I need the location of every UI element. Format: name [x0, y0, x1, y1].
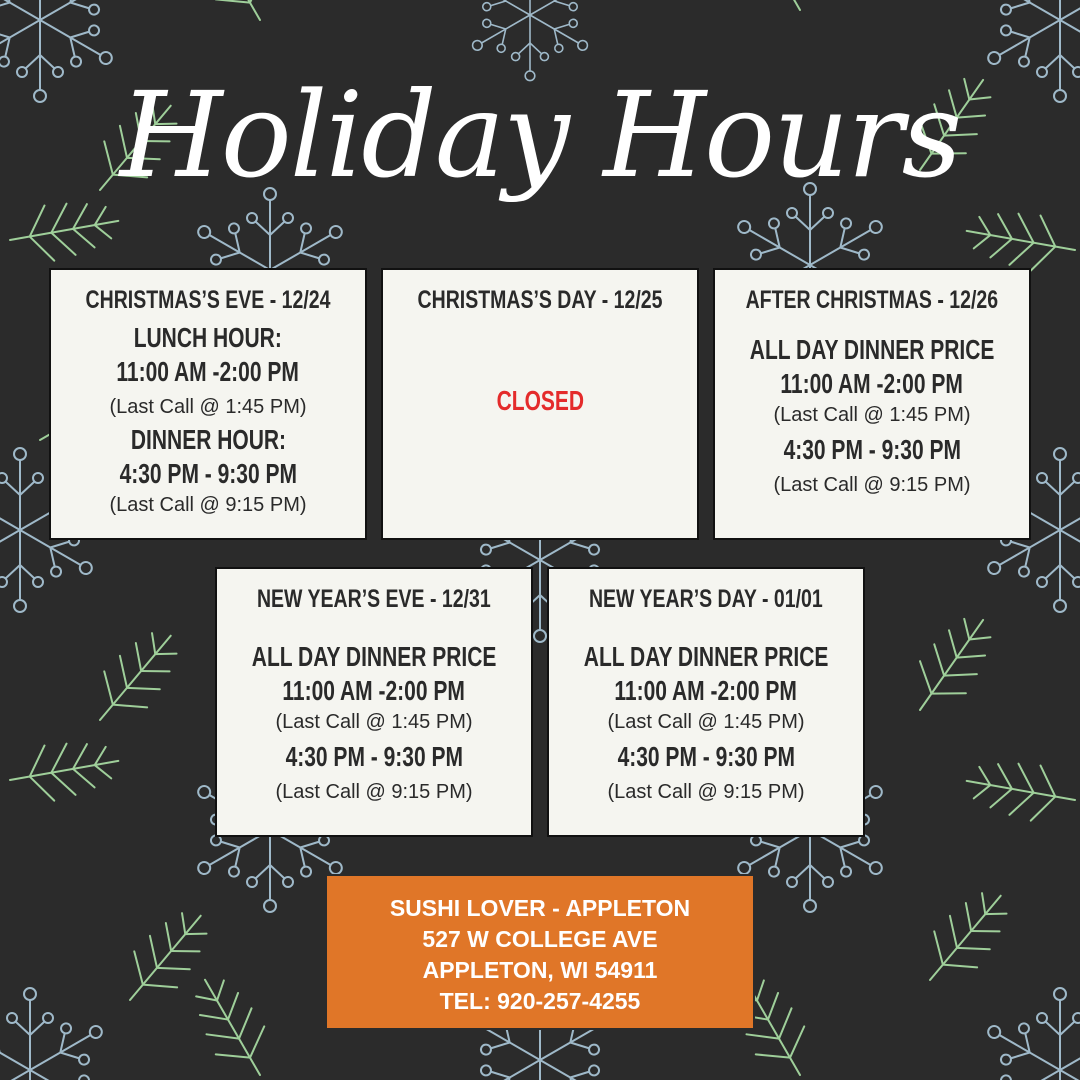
lunch-time: 11:00 AM -2:00 PM — [282, 675, 466, 706]
pine-sprig-icon — [79, 618, 193, 738]
pine-sprig-icon — [5, 733, 123, 807]
card-heading: NEW YEAR’S DAY - 01/01 — [589, 585, 823, 613]
dinner-last-call: (Last Call @ 9:15 PM) — [109, 494, 307, 516]
dinner-last-call: (Last Call @ 9:15 PM) — [607, 781, 805, 803]
pine-sprig-icon — [109, 898, 223, 1018]
pine-sprig-icon — [962, 753, 1080, 827]
dinner-time: 4:30 PM - 9:30 PM — [285, 741, 463, 772]
card-heading: NEW YEAR’S EVE - 12/31 — [257, 585, 491, 613]
lunch-time: 11:00 AM -2:00 PM — [780, 368, 964, 399]
card-new-years-day — [547, 567, 865, 837]
restaurant-phone: TEL: 920-257-4255 — [439, 988, 641, 1014]
price-label: ALL DAY DINNER PRICE — [749, 334, 995, 365]
card-heading: CHRISTMAS’S DAY - 12/25 — [417, 286, 663, 314]
closed-status: CLOSED — [496, 385, 584, 416]
card-after-christmas — [713, 268, 1031, 540]
card-heading: AFTER CHRISTMAS - 12/26 — [745, 286, 999, 314]
price-label: ALL DAY DINNER PRICE — [251, 641, 497, 672]
lunch-last-call: (Last Call @ 1:45 PM) — [773, 404, 971, 426]
lunch-time: 11:00 AM -2:00 PM — [116, 356, 300, 387]
dinner-time: 4:30 PM - 9:30 PM — [783, 434, 961, 465]
pine-sprig-icon — [897, 604, 1006, 726]
card-heading: CHRISTMAS’S EVE - 12/24 — [85, 286, 331, 314]
card-new-years-eve — [215, 567, 533, 837]
pine-sprig-icon — [181, 966, 284, 1080]
card-christmas-eve — [49, 268, 367, 540]
restaurant-info-box — [325, 874, 755, 1030]
dinner-last-call: (Last Call @ 9:15 PM) — [773, 474, 971, 496]
price-label: ALL DAY DINNER PRICE — [583, 641, 829, 672]
lunch-last-call: (Last Call @ 1:45 PM) — [275, 711, 473, 733]
page-title: Holiday Hours — [119, 66, 961, 204]
lunch-last-call: (Last Call @ 1:45 PM) — [109, 396, 307, 418]
lunch-last-call: (Last Call @ 1:45 PM) — [607, 711, 805, 733]
restaurant-address: 527 W COLLEGE AVE — [422, 926, 658, 952]
dinner-label: DINNER HOUR: — [130, 424, 286, 455]
pine-sprig-icon — [181, 0, 284, 34]
restaurant-name: SUSHI LOVER - APPLETON — [389, 895, 691, 921]
dinner-time: 4:30 PM - 9:30 PM — [119, 458, 297, 489]
lunch-label: LUNCH HOUR: — [133, 322, 283, 353]
snowflake-icon — [977, 988, 1080, 1080]
dinner-time: 4:30 PM - 9:30 PM — [617, 741, 795, 772]
pine-sprig-icon — [721, 0, 824, 24]
dinner-last-call: (Last Call @ 9:15 PM) — [275, 781, 473, 803]
pine-sprig-icon — [909, 878, 1023, 998]
lunch-time: 11:00 AM -2:00 PM — [614, 675, 798, 706]
card-christmas-day — [381, 268, 699, 540]
snowflake-icon — [0, 988, 113, 1080]
restaurant-city: APPLETON, WI 54911 — [422, 957, 658, 983]
